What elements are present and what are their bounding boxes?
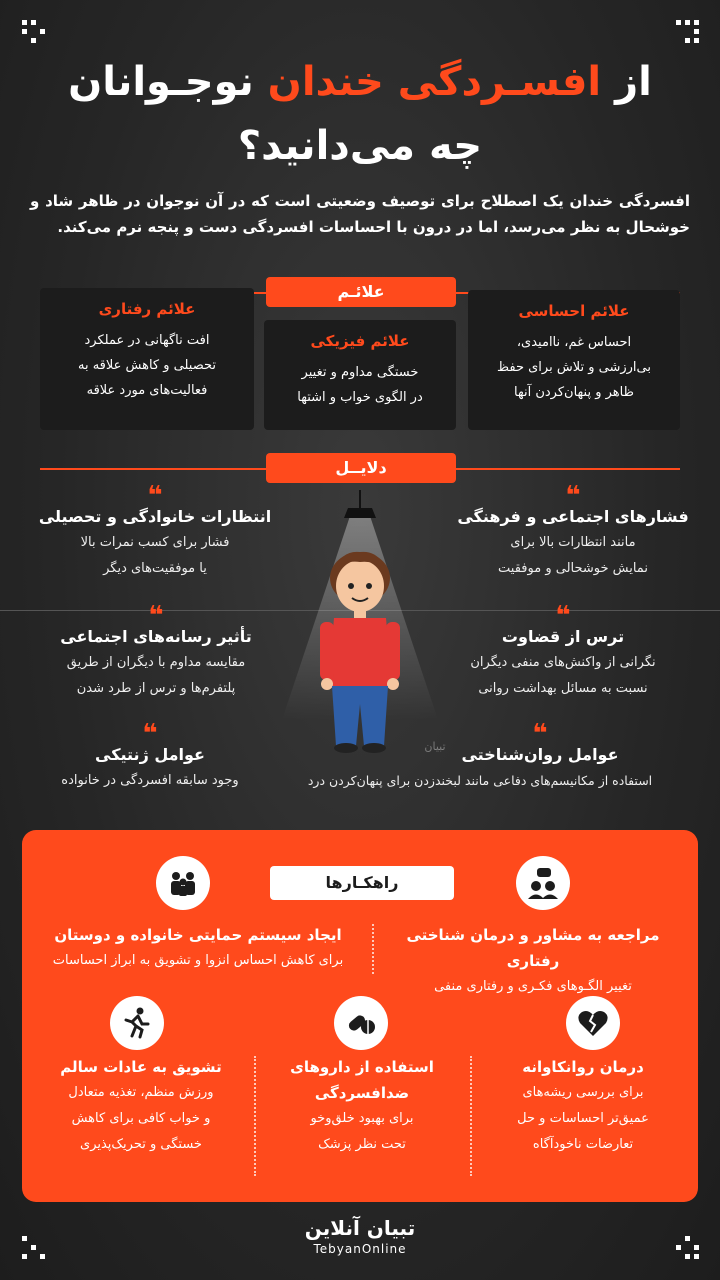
brand-logo-fa: تبیان آنلاین bbox=[304, 1216, 416, 1240]
quote-icon: ❝ bbox=[148, 601, 164, 631]
symptom-physical-title: علائم فیزیکی bbox=[310, 332, 410, 350]
solutions-separator bbox=[254, 1056, 256, 1176]
solutions-separator bbox=[470, 1056, 472, 1176]
reason-line: نسبت به مسائل بهداشت روانی bbox=[478, 681, 648, 696]
solution-line: برای بهبود خلق‌وخو bbox=[310, 1111, 414, 1126]
symptom-card-behavioral bbox=[40, 288, 254, 430]
family-support-icon bbox=[156, 856, 210, 910]
solution-line: برای بررسی ریشه‌های bbox=[522, 1085, 644, 1100]
solution-title: مراجعه به مشاور و درمان شناختی رفتاری bbox=[406, 926, 660, 970]
solutions-label: راهکـارها bbox=[270, 866, 454, 900]
symptom-emotional-title: علائم احساسی bbox=[518, 302, 630, 320]
reason-item bbox=[30, 719, 270, 794]
reason-title: تأثیر رسانه‌های اجتماعی bbox=[60, 627, 252, 646]
quote-icon: ❝ bbox=[147, 481, 163, 511]
solution-title: تشویق به عادات سالم bbox=[60, 1058, 222, 1076]
page-title bbox=[0, 50, 720, 178]
reason-title: انتظارات خانوادگی و تحصیلی bbox=[38, 507, 272, 526]
reason-item bbox=[428, 601, 698, 702]
title-accent: افسـردگی خندان bbox=[267, 59, 602, 105]
symptom-physical-line: در الگوی خواب و اشتها bbox=[297, 390, 423, 405]
title-part-1: از bbox=[615, 59, 652, 105]
quote-icon: ❝ bbox=[142, 719, 158, 749]
counseling-icon bbox=[516, 856, 570, 910]
solution-item bbox=[480, 1054, 686, 1158]
watermark-logo: تبیان bbox=[424, 740, 446, 753]
symptom-behavioral-title: علائم رفتاری bbox=[98, 300, 196, 318]
reason-line: وجود سابقه افسردگی در خانواده bbox=[61, 773, 239, 788]
symptom-card-physical bbox=[264, 320, 456, 430]
corner-decoration-top-right bbox=[676, 20, 700, 44]
lamp-shade bbox=[344, 508, 376, 518]
solution-item bbox=[380, 922, 686, 1000]
reason-item bbox=[448, 481, 698, 582]
solution-line: تعارضات ناخودآگاه bbox=[532, 1137, 634, 1152]
reason-title: ترس از قضاوت bbox=[501, 627, 625, 646]
reason-line: نمایش خوشحالی و موفقیت bbox=[498, 561, 648, 576]
solution-line: ورزش منظم، تغذیه متعادل bbox=[68, 1085, 214, 1100]
broken-heart-icon bbox=[566, 996, 620, 1050]
corner-decoration-top-left bbox=[22, 20, 46, 44]
solution-line: برای کاهش احساس انزوا و تشویق به ابراز احساسات bbox=[52, 953, 344, 968]
solution-title: درمان روانکاوانه bbox=[522, 1058, 644, 1076]
reason-item bbox=[30, 481, 280, 582]
solution-item bbox=[36, 1054, 246, 1158]
title-line-2: چه می‌دانید؟ bbox=[237, 123, 483, 169]
solutions-separator bbox=[372, 924, 374, 974]
reason-title: عوامل روان‌شناختی bbox=[461, 745, 619, 764]
symptom-emotional-line: احساس غم، ناامیدی، bbox=[516, 335, 632, 350]
symptom-card-emotional bbox=[468, 290, 680, 430]
reason-line: نگرانی از واکنش‌های منفی دیگران bbox=[470, 655, 656, 670]
solution-item bbox=[30, 922, 366, 974]
boy-illustration bbox=[280, 490, 440, 760]
solution-line: و خواب کافی برای کاهش bbox=[71, 1111, 211, 1126]
reasons-label: دلایــل bbox=[266, 453, 456, 483]
running-icon bbox=[110, 996, 164, 1050]
quote-icon: ❝ bbox=[555, 601, 571, 631]
reason-title: فشارهای اجتماعی و فرهنگی bbox=[457, 507, 689, 526]
solution-line: عمیق‌تر احساسات و حل bbox=[517, 1111, 649, 1126]
reason-line: فشار برای کسب نمرات بالا bbox=[80, 535, 230, 550]
reason-line: پلتفرم‌ها و ترس از طرد شدن bbox=[76, 681, 236, 696]
intro-text: افسردگی خندان یک اصطلاح برای توصیف وضعیتی است که در آن نوجوان در ظاهر شاد و خوشحال به نظر می‌رسد، اما در درون با احساسات افسردگی دست و پنجه نرم می‌کند. bbox=[30, 192, 690, 236]
title-line-1 bbox=[0, 50, 720, 114]
symptom-emotional-line: ظاهر و پنهان‌کردن آنها bbox=[514, 385, 634, 400]
symptom-emotional-line: بی‌ارزشی و تلاش برای حفظ bbox=[497, 360, 651, 375]
title-part-2: نوجـوانان bbox=[68, 59, 254, 105]
quote-icon: ❝ bbox=[532, 719, 548, 749]
symptom-behavioral-line: افت ناگهانی در عملکرد bbox=[84, 333, 210, 348]
quote-icon: ❝ bbox=[565, 481, 581, 511]
reason-title: عوامل ژنتیکی bbox=[95, 745, 205, 764]
solution-line: تحت نظر پزشک bbox=[318, 1137, 406, 1152]
symptom-behavioral-line: فعالیت‌های مورد علاقه bbox=[86, 383, 208, 398]
solution-item bbox=[262, 1054, 462, 1158]
reason-line: مقایسه مداوم با دیگران از طریق bbox=[66, 655, 246, 670]
solution-title: استفاده از داروهای ضدافسردگی bbox=[290, 1058, 434, 1102]
solution-line: خستگی و تحریک‌پذیری bbox=[80, 1137, 202, 1152]
reason-line: یا موفقیت‌های دیگر bbox=[103, 561, 207, 576]
solution-title: ایجاد سیستم حمایتی خانواده و دوستان bbox=[54, 926, 342, 944]
pills-icon bbox=[334, 996, 388, 1050]
symptom-physical-line: خستگی مداوم و تغییر bbox=[301, 365, 419, 380]
symptom-behavioral-line: تحصیلی و کاهش علاقه به bbox=[77, 358, 217, 373]
footer-brand bbox=[0, 1216, 720, 1256]
brand-logo-en: TebyanOnline bbox=[313, 1242, 407, 1256]
reason-line: استفاده از مکانیسم‌های دفاعی مانند لبخندزدن برای پنهان‌کردن درد bbox=[307, 773, 653, 788]
solution-line: تغییر الگـوهای فکـری و رفتاری منفی bbox=[434, 979, 632, 994]
reason-item bbox=[262, 719, 698, 794]
reason-item bbox=[22, 601, 290, 702]
reason-line: مانند انتظارات بالا برای bbox=[510, 535, 636, 550]
symptoms-label: علائـم bbox=[266, 277, 456, 307]
